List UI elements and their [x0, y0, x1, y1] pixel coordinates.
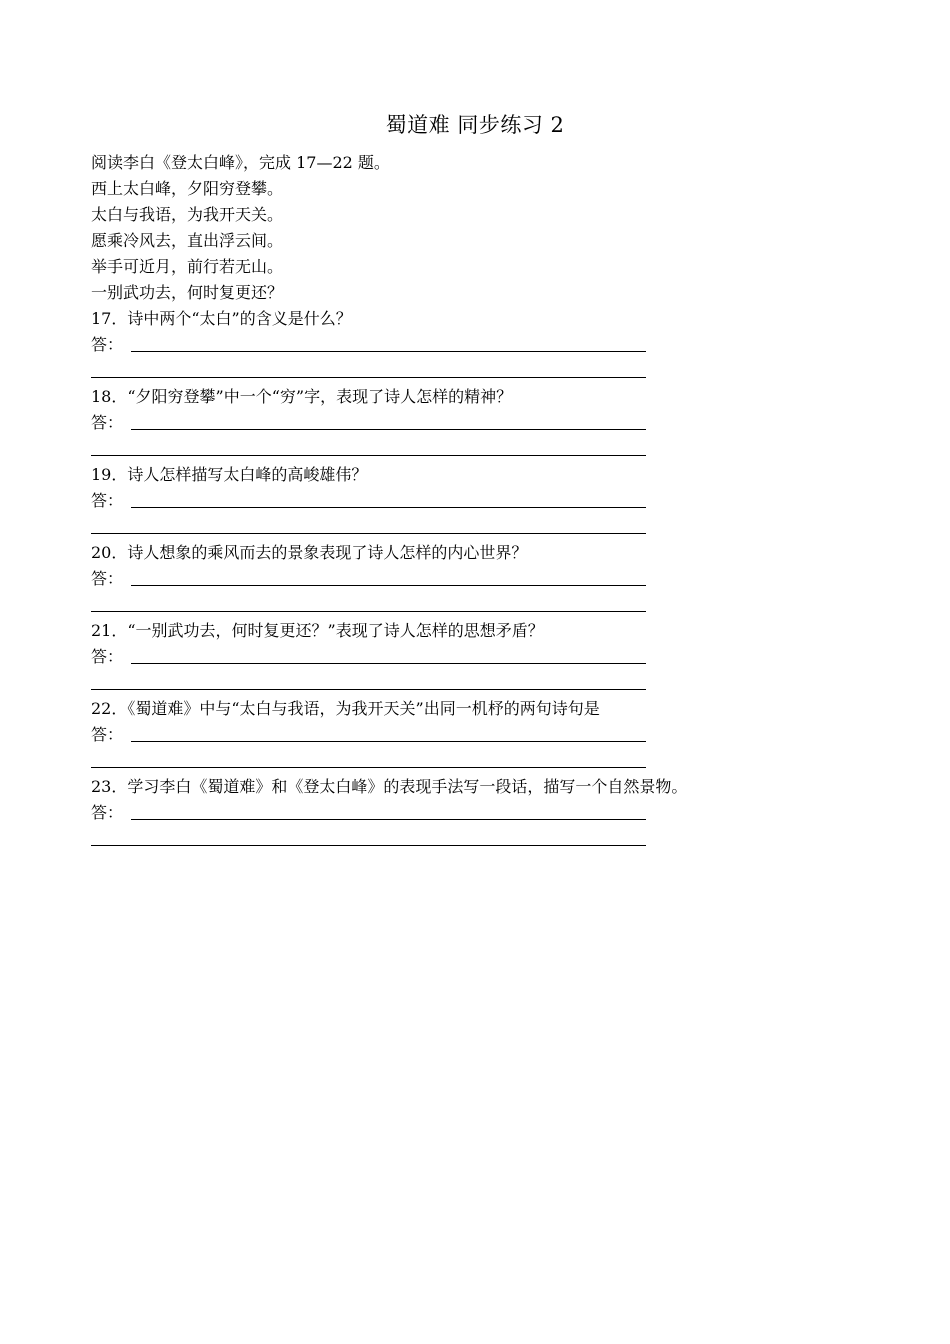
answer-continuation-line[interactable] — [91, 670, 851, 696]
answer-rule — [91, 845, 646, 846]
answer-label: 答： — [91, 647, 124, 666]
answer-continuation-line[interactable] — [91, 826, 851, 852]
intro-text: 阅读李白《登太白峰》，完成 17—22 题。 — [91, 153, 390, 172]
answer-rule — [91, 689, 646, 690]
answer-label: 答： — [91, 335, 124, 354]
answer-label: 答： — [91, 725, 124, 744]
answer-line[interactable] — [91, 410, 851, 436]
answer-rule — [131, 351, 646, 352]
answer-rule — [131, 585, 646, 586]
answer-rule — [131, 663, 646, 664]
question-text: 18．“夕阳穷登攀”中一个“穷”字，表现了诗人怎样的精神？ — [91, 387, 513, 406]
answer-rule — [131, 507, 646, 508]
answer-line[interactable] — [91, 644, 851, 670]
poem-line: 举手可近月，前行若无山。 — [91, 257, 284, 276]
answer-line[interactable] — [91, 566, 851, 592]
answer-rule — [91, 611, 646, 612]
question-block — [91, 384, 851, 462]
question-text: 20．诗人想象的乘风而去的景象表现了诗人怎样的内心世界？ — [91, 543, 528, 562]
document-body — [91, 150, 851, 852]
answer-line[interactable] — [91, 722, 851, 748]
poem-line: 太白与我语，为我开天关。 — [91, 205, 284, 224]
answer-rule — [131, 741, 646, 742]
answer-rule — [91, 533, 646, 534]
poem — [91, 176, 851, 306]
answer-continuation-line[interactable] — [91, 748, 851, 774]
answer-rule — [91, 455, 646, 456]
answer-line[interactable] — [91, 332, 851, 358]
page-title: 蜀道难 同步练习 2 — [385, 113, 565, 137]
answer-rule — [91, 767, 646, 768]
poem-line: 西上太白峰，夕阳穷登攀。 — [91, 179, 284, 198]
question-text: 17．诗中两个“太白”的含义是什么？ — [91, 309, 352, 328]
question-text: 21．“一别武功去，何时复更还？”表现了诗人怎样的思想矛盾？ — [91, 621, 544, 640]
question-block — [91, 540, 851, 618]
answer-continuation-line[interactable] — [91, 592, 851, 618]
answer-continuation-line[interactable] — [91, 514, 851, 540]
question-text: 22．《蜀道难》中与“太白与我语，为我开天关”出同一机杼的两句诗句是 — [91, 699, 600, 718]
answer-line[interactable] — [91, 488, 851, 514]
question-text: 23．学习李白《蜀道难》和《登太白峰》的表现手法写一段话，描写一个自然景物。 — [91, 777, 688, 796]
poem-line: 愿乘冷风去，直出浮云间。 — [91, 231, 284, 250]
question-block — [91, 696, 851, 774]
answer-label: 答： — [91, 803, 124, 822]
question-block — [91, 618, 851, 696]
question-block — [91, 306, 851, 384]
answer-label: 答： — [91, 413, 124, 432]
answer-continuation-line[interactable] — [91, 358, 851, 384]
answer-label: 答： — [91, 569, 124, 588]
answer-label: 答： — [91, 491, 124, 510]
question-block — [91, 462, 851, 540]
answer-line[interactable] — [91, 800, 851, 826]
answer-rule — [131, 429, 646, 430]
question-block — [91, 774, 851, 852]
question-text: 19．诗人怎样描写太白峰的高峻雄伟？ — [91, 465, 368, 484]
answer-rule — [131, 819, 646, 820]
poem-line: 一别武功去，何时复更还？ — [91, 283, 284, 302]
answer-continuation-line[interactable] — [91, 436, 851, 462]
answer-rule — [91, 377, 646, 378]
